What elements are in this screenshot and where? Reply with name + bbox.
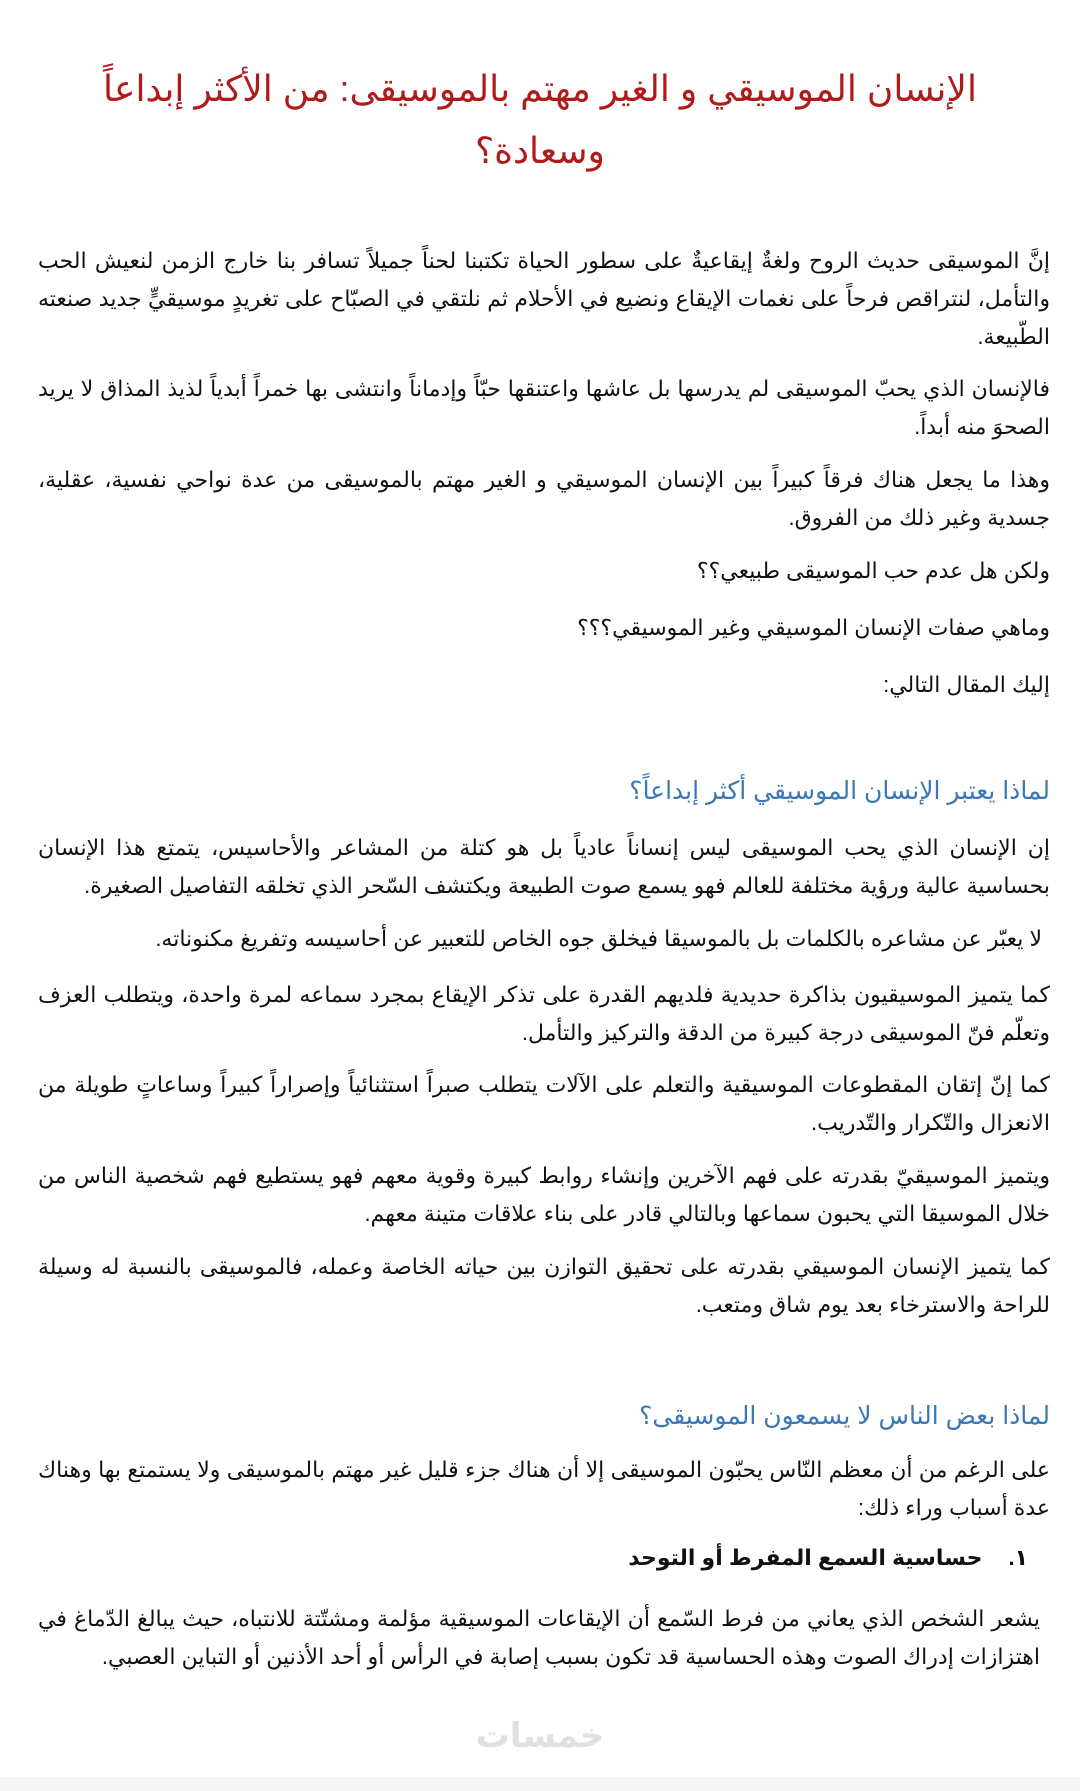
list-label: حساسية السمع المفرط أو التوحد	[628, 1545, 983, 1570]
intro-paragraph: إنَّ الموسيقى حديث الروح ولغةٌ إيقاعيةٌ على سطور الحياة تكتبنا لحناً جميلاً تسافر بنا خارج الزمن لنعيش الحب والتأمل، لنتراقص فرحاً على نغمات الإيقاع ونضيع في الأحلام ثم نلتقي في الصبّاح على تغريدٍ موسيقيٍّ جديد صنعته الطّبيعة.	[38, 248, 1051, 349]
bottom-bar	[0, 1777, 1080, 1791]
section-paragraph: لا يعبّر عن مشاعره بالكلمات بل بالموسيقا فيخلق جوه الخاص للتعبير عن أحاسيسه وتفريغ مكنوناته.	[155, 926, 1042, 951]
intro-question: وماهي صفات الإنسان الموسيقي وغير الموسيقي؟؟؟	[577, 615, 1050, 640]
section-paragraph: على الرغم من أن معظم النّاس يحبّون الموسيقى إلا أن هناك جزء قليل غير مهتم بالموسيقى ولا يستمتع بها وهناك عدة أسباب وراء ذلك:	[38, 1457, 1050, 1520]
section-paragraph: كما يتميز الإنسان الموسيقي بقدرته على تحقيق التوازن بين حياته الخاصة وعمله، فالموسيقى بالنسبة له وسيلة للراحة والاسترخاء بعد يوم شاق ومتعب.	[38, 1254, 1050, 1317]
section-paragraph: كما إنّ إتقان المقطوعات الموسيقية والتعلم على الآلات يتطلب صبراً استثنائياً وإصراراً كبيراً وساعاتٍ طويلة من الانعزال والتّكرار والتّدريب.	[38, 1072, 1050, 1135]
list-item	[628, 1545, 1028, 1571]
intro-paragraph: وهذا ما يجعل هناك فرقاً كبيراً بين الإنسان الموسيقي و الغير مهتم بالموسيقى من عدة نواحي نفسية، عقلية، جسدية وغير ذلك من الفروق.	[38, 467, 1050, 530]
intro-paragraph: فالإنسان الذي يحبّ الموسيقى لم يدرسها بل عاشها واعتنقها حبّاً وإدماناً وانتشى بها خمراً أبدياً لذيذ المذاق لا يريد الصحوَ منه أبداً.	[38, 376, 1050, 439]
watermark-logo: خمسات	[475, 1717, 605, 1755]
section-heading: لماذا بعض الناس لا يسمعون الموسيقى؟	[639, 1402, 1050, 1430]
section-paragraph: ويتميز الموسيقيّ بقدرته على فهم الآخرين وإنشاء روابط كبيرة وقوية معهم فهو يستطيع فهم شخصية الناس من خلال الموسيقا التي يحبون سماعها وبالتالي قادر على بناء علاقات متينة معهم.	[38, 1163, 1050, 1226]
section-heading: لماذا يعتبر الإنسان الموسيقي أكثر إبداعاً؟	[629, 777, 1050, 805]
section-paragraph: إن الإنسان الذي يحب الموسيقى ليس إنساناً عادياً بل هو كتلة من المشاعر والأحاسيس، يتمتع هذا الإنسان بحساسية عالية ورؤية مختلفة للعالم فهو يسمع صوت الطبيعة ويكتشف السّحر الذي تخلقه التفاصيل الصغيرة.	[38, 835, 1050, 898]
article-title: الإنسان الموسيقي و الغير مهتم بالموسيقى: من الأكثر إبداعاً وسعادة؟	[103, 68, 977, 171]
intro-question: ولكن هل عدم حب الموسيقى طبيعي؟؟	[696, 558, 1050, 583]
list-number: ١.	[1008, 1545, 1028, 1570]
intro-lead: إليك المقال التالي:	[883, 672, 1050, 697]
section-paragraph: يشعر الشخص الذي يعاني من فرط السّمع أن الإيقاعات الموسيقية مؤلمة ومشتّتة للانتباه، حيث يبالغ الدّماغ في اهتزازات إدراك الصوت وهذه الحساسية قد تكون بسبب إصابة في الرأس أو أحد الأذنين أو التباين العصبي.	[38, 1606, 1040, 1669]
section-paragraph: كما يتميز الموسيقيون بذاكرة حديدية فلديهم القدرة على تذكر الإيقاع بمجرد سماعه لمرة واحدة، ويتطلب العزف وتعلّم فنّ الموسيقى درجة كبيرة من الدقة والتركيز والتأمل.	[38, 982, 1051, 1045]
